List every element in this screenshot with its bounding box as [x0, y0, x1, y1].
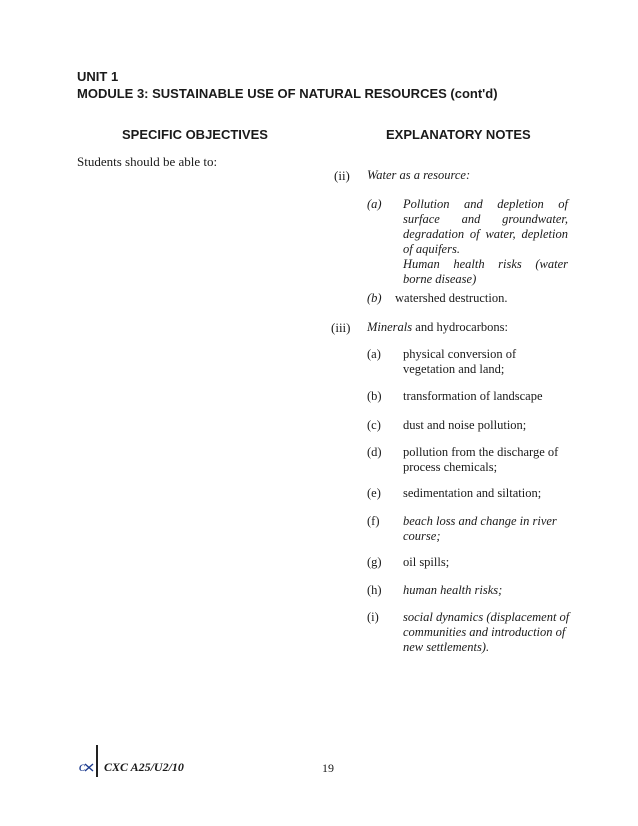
footer-divider — [96, 745, 98, 777]
specific-objectives-heading: SPECIFIC OBJECTIVES — [122, 127, 268, 142]
item-text: sedimentation and siltation; — [403, 486, 542, 500]
item-letter: (e) — [367, 486, 381, 500]
item-text: dust and noise pollution; — [403, 418, 527, 432]
item-letter: (h) — [367, 583, 382, 597]
document-code: CXC A25/U2/10 — [104, 760, 184, 774]
item-letter: (d) — [367, 445, 382, 459]
module-title: MODULE 3: SUSTAINABLE USE OF NATURAL RESOURCES (cont'd) — [77, 86, 498, 101]
item-letter: (i) — [367, 610, 379, 624]
item-text: physical conversion of vegetation and land; — [403, 347, 517, 376]
unit-title: UNIT 1 — [77, 69, 119, 84]
item-text: human health risks; — [403, 583, 503, 597]
item-letter: (g) — [367, 555, 382, 569]
section-number: (ii) — [334, 168, 350, 183]
item-text-main: Pollution and depletion of surface and groundwater, degradation of water, depletion of aquifers. — [403, 197, 568, 256]
item-letter: (b) — [367, 389, 382, 403]
intro-text: Students should be able to: — [77, 154, 218, 169]
item-text: beach loss and change in river course; — [403, 514, 557, 543]
item-letter: (c) — [367, 418, 381, 432]
explanatory-notes-heading: EXPLANATORY NOTES — [386, 127, 531, 142]
unit-heading — [77, 68, 498, 102]
item-text: transformation of landscape — [403, 389, 543, 403]
item-text: pollution from the discharge of process chemicals; — [403, 445, 559, 474]
section-title — [367, 320, 508, 335]
section-title-italic: Minerals — [367, 320, 413, 334]
section-number: (iii) — [331, 320, 351, 335]
item-text — [403, 197, 568, 287]
item-text: watershed destruction. — [395, 291, 508, 305]
item-text: oil spills; — [403, 555, 450, 569]
section-title: Water as a resource: — [367, 168, 471, 182]
svg-text:C: C — [79, 763, 86, 773]
item-text-extra: Human health risks (water borne disease) — [403, 257, 568, 286]
page-number: 19 — [322, 761, 334, 775]
section-title-rest: and hydrocarbons: — [412, 320, 508, 334]
item-letter: (a) — [367, 347, 381, 361]
item-letter: (f) — [367, 514, 380, 528]
item-letter: (a) — [367, 197, 382, 211]
item-letter: (b) — [367, 291, 382, 305]
cxc-logo-icon — [79, 760, 94, 772]
item-text: social dynamics (displacement of communities and introduction of new settlements). — [403, 610, 570, 654]
